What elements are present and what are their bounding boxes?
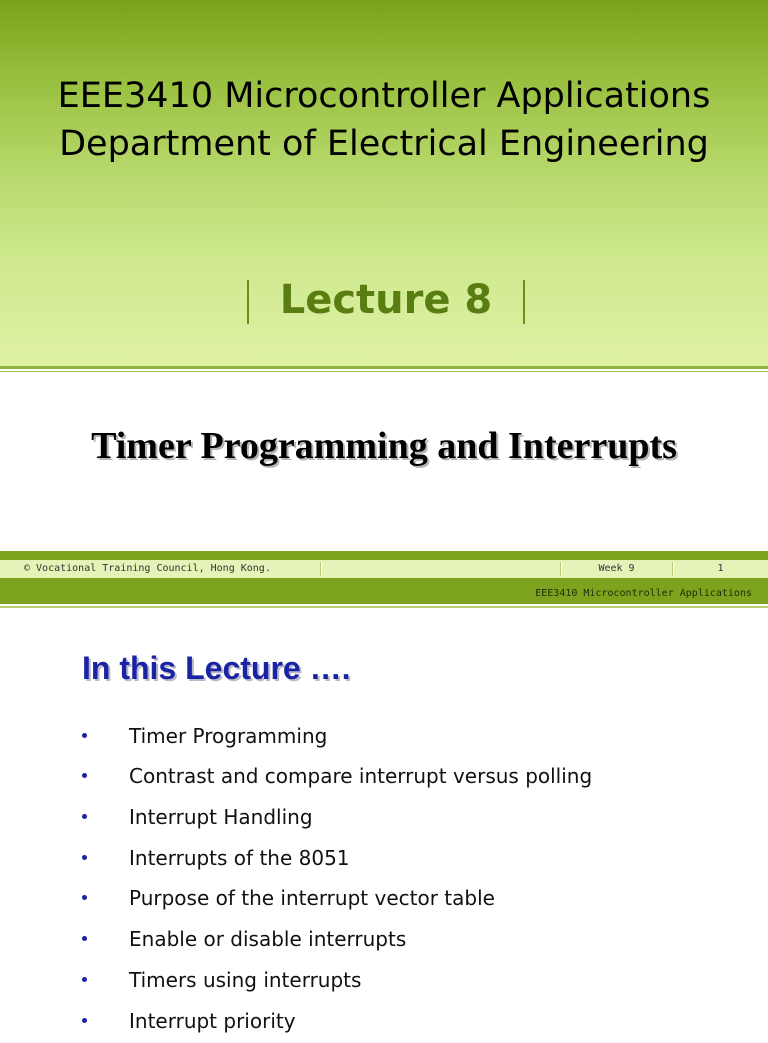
section-heading: In this Lecture …. [82,650,351,686]
list-item-text: Purpose of the interrupt vector table [129,886,495,910]
list-item-text: Interrupts of the 8051 [129,846,350,870]
bullet-icon [82,733,87,738]
lecture-separator-right [523,280,525,324]
list-item-text: Timer Programming [129,724,328,748]
footer-info-row [0,560,768,578]
bullet-icon [82,1018,87,1023]
footer-top-bar [0,551,768,560]
header-divider-thin [0,371,768,372]
bullet-icon [82,977,87,982]
bullet-icon [82,895,87,900]
bullet-icon [82,814,87,819]
footer-course-name: EEE3410 Microcontroller Applications [535,588,752,599]
bullet-icon [82,855,87,860]
course-title: EEE3410 Microcontroller Applications [57,76,711,116]
list-item [0,962,768,1002]
list-item [0,799,768,839]
bullet-icon [82,936,87,941]
footer-divider [320,562,322,576]
list-item [0,921,768,961]
footer-copyright: © Vocational Training Council, Hong Kong. [24,563,271,574]
list-item-text: Interrupt priority [129,1009,296,1033]
footer-page-number: 1 [717,563,724,574]
list-item-text: Contrast and compare interrupt versus polling [129,764,593,788]
footer-week: Week 9 [598,563,635,574]
header-divider [0,366,768,369]
department-title: Department of Electrical Engineering [59,124,709,164]
footer-course-bar [0,578,768,604]
list-item-text: Enable or disable interrupts [129,927,407,951]
bullet-icon [82,773,87,778]
list-item [0,840,768,880]
list-item-text: Timers using interrupts [129,968,362,992]
list-item [0,880,768,920]
list-item [0,758,768,798]
list-item [0,718,768,758]
lecture-number: Lecture 8 [279,277,493,323]
list-item [0,1003,768,1043]
footer-underline [0,606,768,608]
list-item-text: Interrupt Handling [129,805,313,829]
slide-subtitle: Timer Programming and Interrupts [91,425,677,467]
